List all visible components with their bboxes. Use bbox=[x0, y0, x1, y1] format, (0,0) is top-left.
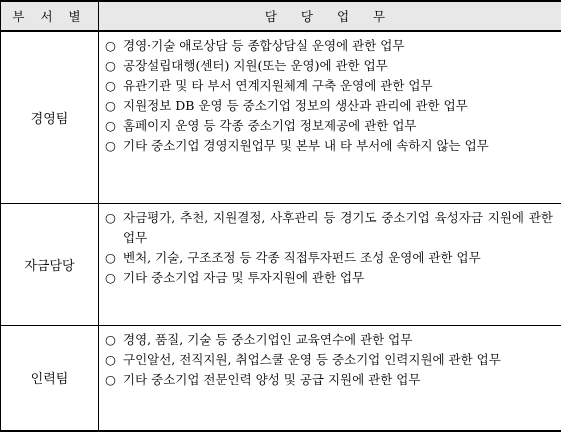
list-item: ○ 경영, 품질, 기술 등 중소기업인 교육연수에 관한 업무 bbox=[105, 330, 553, 350]
bullet-icon: ○ bbox=[105, 208, 123, 248]
bullet-icon: ○ bbox=[105, 96, 123, 116]
duty-list bbox=[99, 203, 561, 325]
list-item: ○ 벤처, 기술, 구조조정 등 각종 직접투자펀드 조성 운영에 관한 업무 bbox=[105, 248, 553, 268]
bullet-icon: ○ bbox=[105, 268, 123, 288]
list-item: ○ 구인알선, 전직지원, 취업스쿨 운영 등 중소기업 인력지원에 관한 업무 bbox=[105, 350, 553, 370]
bullet-icon: ○ bbox=[105, 350, 123, 370]
list-item: ○ 자금평가, 추천, 지원결정, 사후관리 등 경기도 중소기업 육성자금 지원에 관한 업무 bbox=[105, 208, 553, 248]
bullet-icon: ○ bbox=[105, 330, 123, 350]
list-item: ○ 기타 중소기업 전문인력 양성 및 공급 지원에 관한 업무 bbox=[105, 370, 553, 390]
table-row-personnel bbox=[1, 325, 561, 431]
duty-list bbox=[99, 31, 561, 203]
header-department: 부 서 별 bbox=[1, 1, 99, 31]
bullet-icon: ○ bbox=[105, 116, 123, 136]
list-item: ○ 경영·기술 애로상담 등 종합상담실 운영에 관한 업무 bbox=[105, 36, 553, 56]
list-item: ○ 유관기관 및 타 부서 연계지원체계 구축 운영에 관한 업무 bbox=[105, 76, 553, 96]
dept-name: 인력팀 bbox=[1, 325, 99, 431]
bullet-icon: ○ bbox=[105, 248, 123, 268]
list-item: ○ 홈페이지 운영 등 각종 중소기업 정보제공에 관한 업무 bbox=[105, 116, 553, 136]
list-item: ○ 기타 중소기업 자금 및 투자지원에 관한 업무 bbox=[105, 268, 553, 288]
table-row-management bbox=[1, 31, 561, 203]
list-item: ○ 기타 중소기업 경영지원업무 및 본부 내 타 부서에 속하지 않는 업무 bbox=[105, 136, 553, 156]
bullet-icon: ○ bbox=[105, 370, 123, 390]
bullet-icon: ○ bbox=[105, 136, 123, 156]
list-item: ○ 공장설립대행(센터) 지원(또는 운영)에 관한 업무 bbox=[105, 56, 553, 76]
table-row-funding bbox=[1, 203, 561, 325]
dept-name: 자금담당 bbox=[1, 203, 99, 325]
header-row bbox=[1, 1, 561, 31]
bullet-icon: ○ bbox=[105, 56, 123, 76]
duty-list bbox=[99, 325, 561, 431]
bullet-icon: ○ bbox=[105, 36, 123, 56]
list-item: ○ 지원정보 DB 운영 등 중소기업 정보의 생산과 관리에 관한 업무 bbox=[105, 96, 553, 116]
bullet-icon: ○ bbox=[105, 76, 123, 96]
dept-name: 경영팀 bbox=[1, 31, 99, 203]
header-duties: 담 당 업 무 bbox=[99, 1, 561, 31]
